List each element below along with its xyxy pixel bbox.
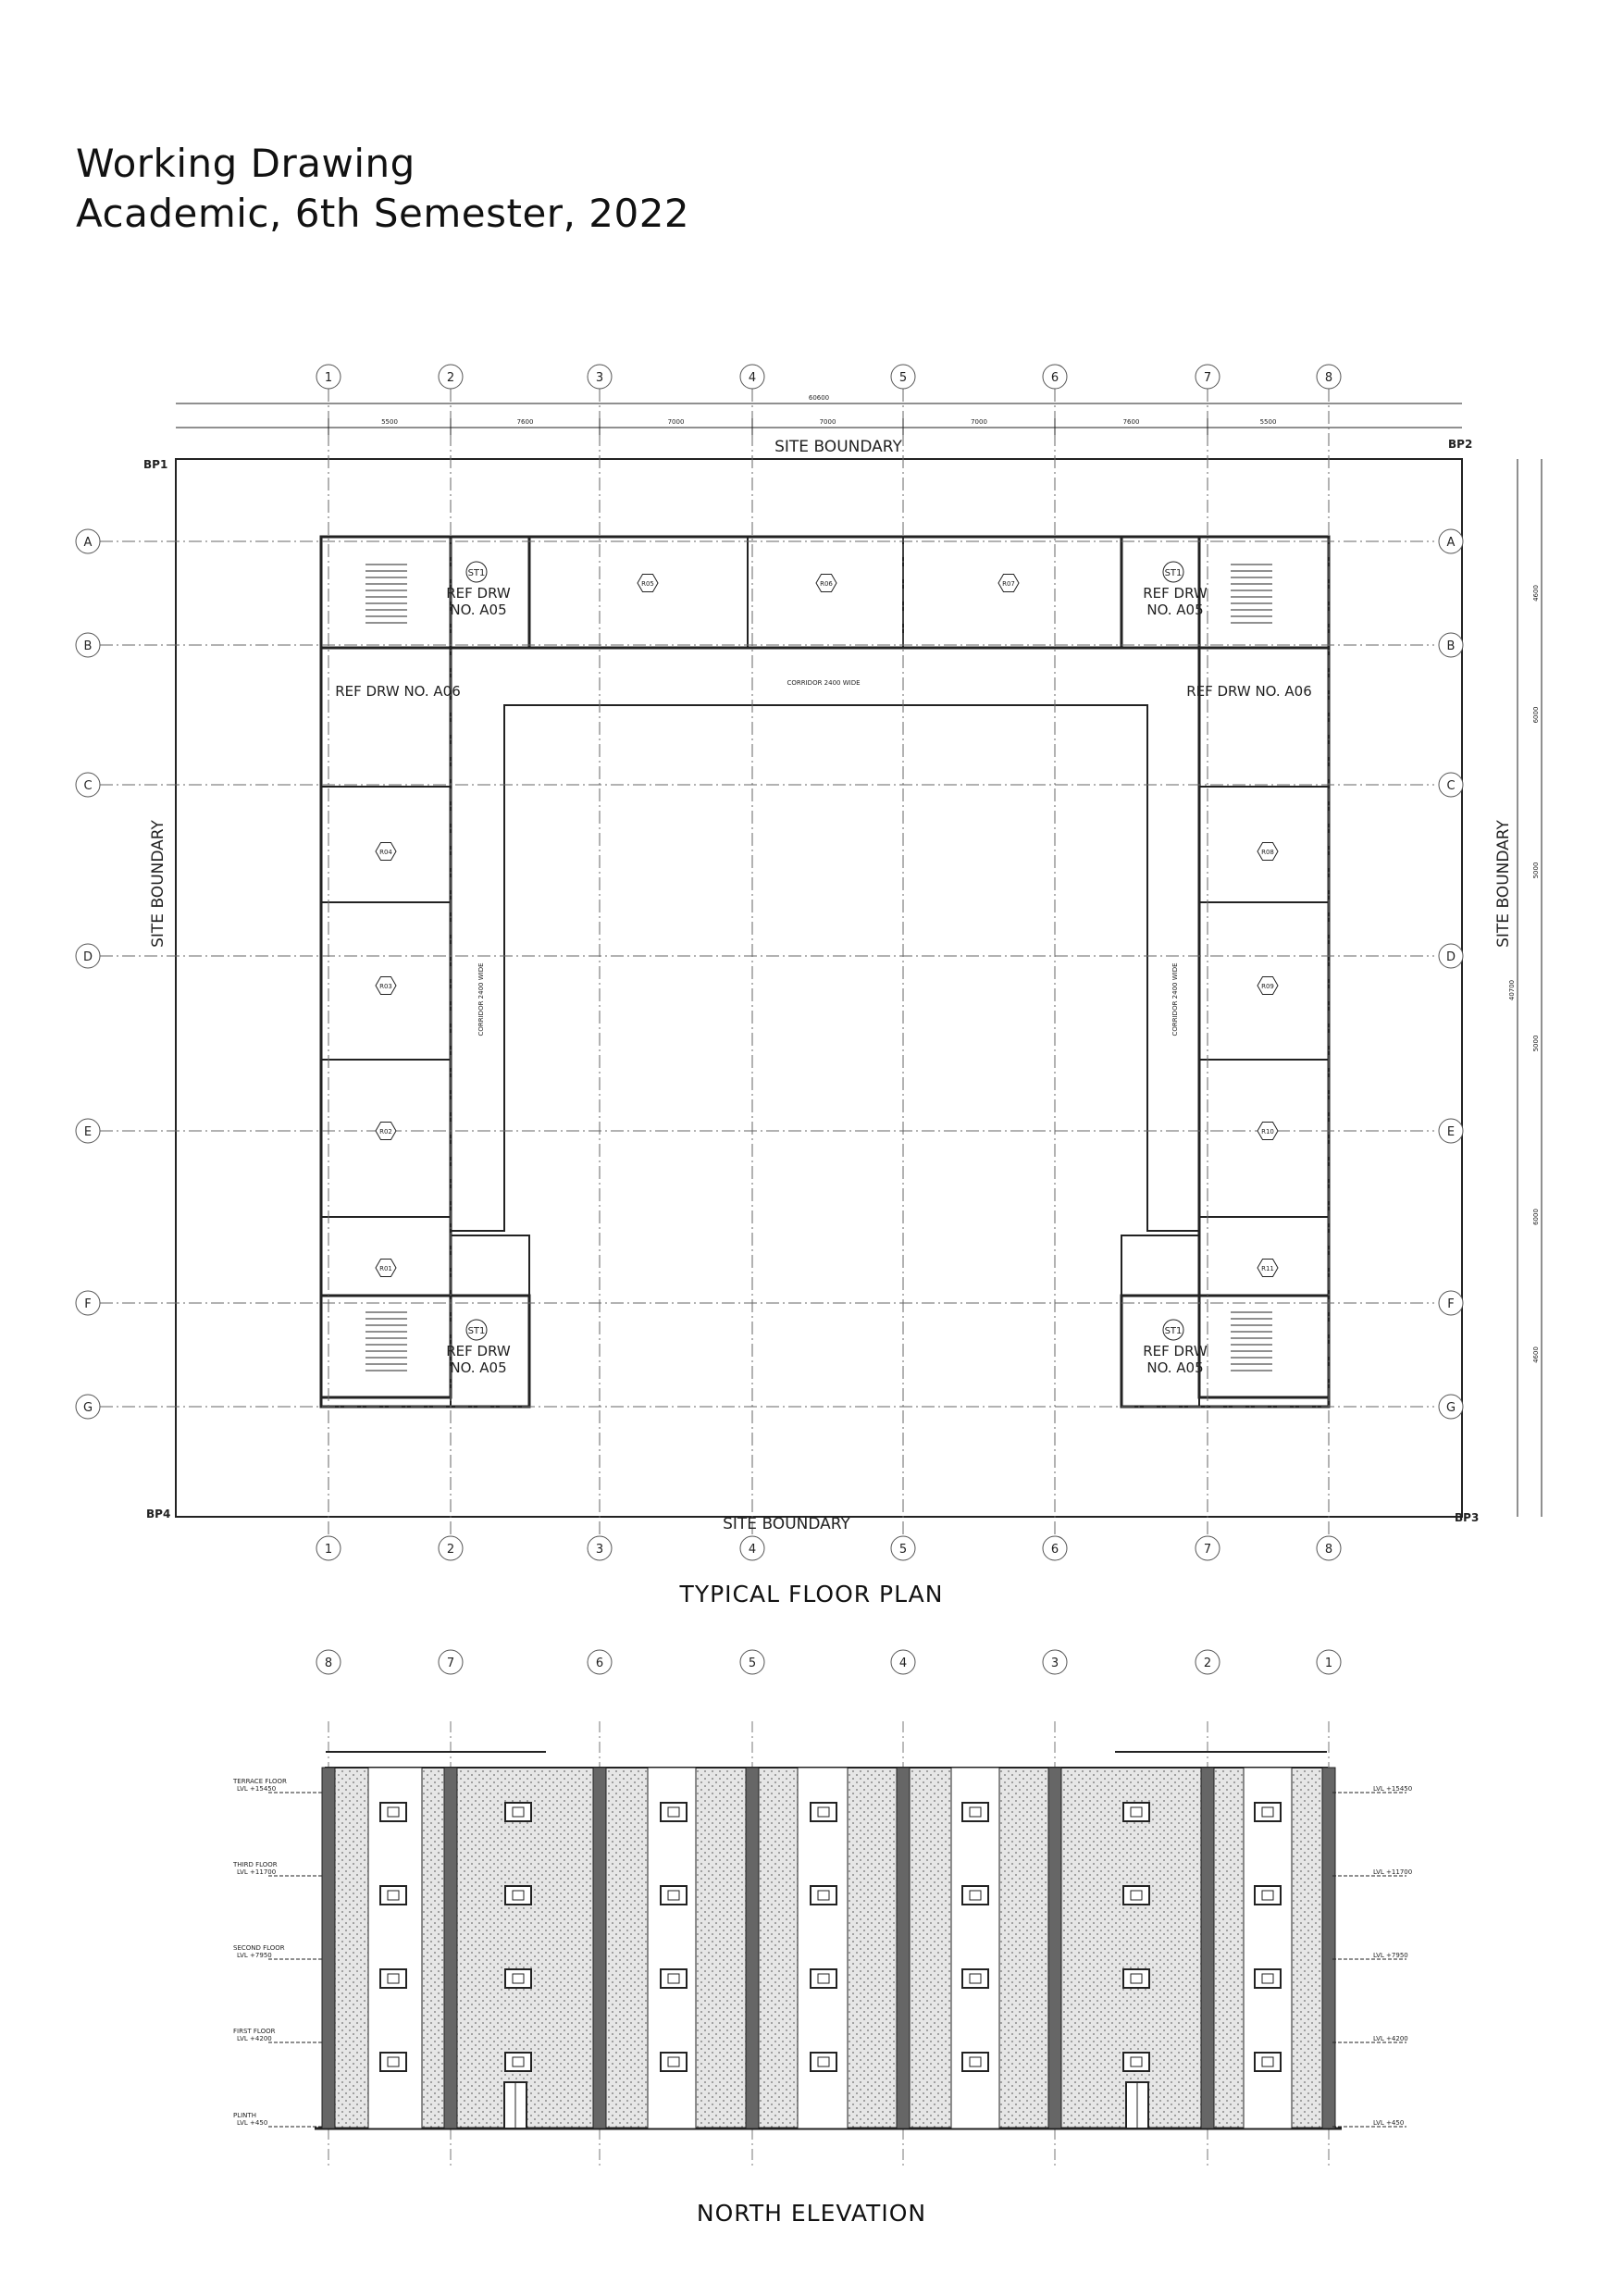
grid-row-left-C-label: C: [83, 779, 93, 793]
room-label-R11: R11: [1261, 1265, 1274, 1272]
overall-width-dim: 60600: [808, 394, 830, 402]
window: [962, 1886, 988, 1905]
bay-dim-4: 7000: [819, 418, 836, 426]
stair-ref-line: NO. A05: [450, 1359, 507, 1376]
stair-tag-label: ST1: [1164, 1326, 1183, 1336]
room-partitions: [321, 537, 1329, 1217]
grid-col-bottom-6-label: 6: [1050, 1543, 1059, 1557]
elev-grid-col-3-label: 3: [1050, 1657, 1059, 1670]
page-subtitle: Academic, 6th Semester, 2022: [76, 191, 690, 236]
grid-row-left-E-label: E: [83, 1125, 93, 1139]
bay-dim-2: 7600: [516, 418, 534, 426]
grid-col-bottom-8-label: 8: [1324, 1543, 1333, 1557]
window: [962, 1969, 988, 1988]
bay-dim-3: 7000: [667, 418, 685, 426]
pilaster: [593, 1768, 606, 2128]
floor-level-right: LVL +11700: [1373, 1868, 1413, 1876]
window: [1255, 1969, 1281, 1988]
room-label-R01: R01: [379, 1265, 392, 1272]
toilet-ref-2: REF DRW NO. A06: [1186, 683, 1312, 700]
elevation-caption: NORTH ELEVATION: [696, 2200, 927, 2227]
room-label-R07: R07: [1002, 580, 1015, 588]
grid-row-right-A-label: A: [1446, 536, 1456, 550]
room-label-R03: R03: [379, 983, 392, 990]
grid-col-bottom-7-label: 7: [1203, 1543, 1212, 1557]
stair-tag-label: ST1: [467, 1326, 486, 1336]
room-label-R06: R06: [820, 580, 833, 588]
window: [505, 1969, 531, 1988]
grid-row-right-G-label: G: [1445, 1401, 1456, 1415]
room-label-R08: R08: [1261, 849, 1274, 856]
corridor-label-right: CORRIDOR 2400 WIDE: [1171, 962, 1179, 1036]
window: [380, 1886, 406, 1905]
plan-dimensions: [328, 418, 1540, 1363]
room-label-R05: R05: [641, 580, 654, 588]
grid-col-bottom-1-label: 1: [324, 1543, 333, 1557]
window: [661, 1886, 687, 1905]
bay-dim-1: 5500: [381, 418, 398, 426]
plan-grid: [76, 365, 1463, 1560]
grid-row-right-D-label: D: [1445, 950, 1456, 964]
site-boundary-label-bottom: SITE BOUNDARY: [723, 1515, 850, 1533]
room-label-R10: R10: [1261, 1128, 1274, 1136]
window: [661, 2053, 687, 2071]
row-dim-4: 5000: [1532, 1035, 1540, 1052]
row-dim-5: 6000: [1532, 1209, 1540, 1225]
bp1-label: BP1: [143, 458, 168, 471]
elev-grid-col-5-label: 5: [748, 1657, 757, 1670]
grid-col-top-5-label: 5: [898, 371, 908, 385]
grid-col-top-4-label: 4: [748, 371, 757, 385]
site-boundary-label-right: SITE BOUNDARY: [1494, 820, 1513, 948]
stair-ref-line: NO. A05: [1146, 1359, 1204, 1376]
grid-row-left-G-label: G: [82, 1401, 93, 1415]
pilaster: [1201, 1768, 1214, 2128]
grid-row-right-B-label: B: [1446, 639, 1456, 653]
grid-col-top-3-label: 3: [595, 371, 604, 385]
pilaster: [444, 1768, 457, 2128]
stair-ref-line: NO. A05: [450, 602, 507, 618]
floor-name-left: PLINTH: [233, 2112, 256, 2119]
elev-grid-col-8-label: 8: [324, 1657, 333, 1670]
floor-level-right: LVL +7950: [1373, 1952, 1408, 1959]
window: [380, 1803, 406, 1821]
window: [962, 2053, 988, 2071]
window: [1123, 1886, 1149, 1905]
corridor-label-left: CORRIDOR 2400 WIDE: [477, 962, 485, 1036]
row-dim-2: 6000: [1532, 706, 1540, 724]
site-boundary-label-top: SITE BOUNDARY: [774, 438, 902, 456]
window: [380, 2053, 406, 2071]
row-dim-3: 5000: [1532, 862, 1540, 879]
grid-row-left-F-label: F: [84, 1297, 92, 1311]
window: [811, 1803, 836, 1821]
window: [811, 1969, 836, 1988]
room-label-R02: R02: [379, 1128, 392, 1136]
grid-col-bottom-4-label: 4: [748, 1543, 757, 1557]
pilaster: [1322, 1768, 1335, 2128]
stair-ref-line: REF DRW: [446, 1343, 511, 1359]
floor-name-left: FIRST FLOOR: [233, 2028, 276, 2035]
window: [380, 1969, 406, 1988]
window: [1255, 2053, 1281, 2071]
north-elevation: [232, 1752, 1412, 2128]
floor-level-left: LVL +15450: [237, 1785, 277, 1793]
stair-tag-label: ST1: [467, 568, 486, 578]
grid-row-left-D-label: D: [82, 950, 93, 964]
bp4-label: BP4: [146, 1508, 171, 1520]
elev-grid-col-2-label: 2: [1203, 1657, 1212, 1670]
window: [505, 1886, 531, 1905]
window: [505, 1803, 531, 1821]
stair-ref-line: REF DRW: [446, 585, 511, 602]
site-boundary-label-left: SITE BOUNDARY: [149, 820, 167, 948]
window: [505, 2053, 531, 2071]
floor-plan: [176, 403, 1542, 1517]
grid-row-right-F-label: F: [1447, 1297, 1455, 1311]
window: [1255, 1886, 1281, 1905]
floor-level-left: LVL +7950: [237, 1952, 272, 1959]
floor-name-left: SECOND FLOOR: [233, 1944, 285, 1952]
corridor-label-top: CORRIDOR 2400 WIDE: [787, 679, 861, 687]
bay-dim-6: 7600: [1122, 418, 1140, 426]
grid-col-top-7-label: 7: [1203, 371, 1212, 385]
bp2-label: BP2: [1448, 438, 1473, 451]
floor-level-left: LVL +11700: [237, 1868, 277, 1876]
grid-col-bottom-5-label: 5: [898, 1543, 908, 1557]
floor-level-left: LVL +4200: [237, 2035, 272, 2042]
window: [1123, 2053, 1149, 2071]
pilaster: [322, 1768, 335, 2128]
floor-name-left: THIRD FLOOR: [233, 1861, 278, 1868]
row-dim-6: 4600: [1532, 1347, 1540, 1363]
plan-labels: [143, 394, 1516, 1533]
room-label-R09: R09: [1261, 983, 1274, 990]
window: [661, 1803, 687, 1821]
grid-col-top-2-label: 2: [446, 371, 455, 385]
window: [661, 1969, 687, 1988]
stair-tag-label: ST1: [1164, 568, 1183, 578]
plan-caption: TYPICAL FLOOR PLAN: [679, 1581, 944, 1607]
pilaster: [1048, 1768, 1061, 2128]
elev-grid-col-6-label: 6: [595, 1657, 604, 1670]
window: [1255, 1803, 1281, 1821]
toilet-ref-1: REF DRW NO. A06: [335, 683, 461, 700]
window: [962, 1803, 988, 1821]
stair-ref-line: REF DRW: [1143, 585, 1208, 602]
floor-level-right: LVL +450: [1373, 2119, 1405, 2127]
grid-row-left-B-label: B: [83, 639, 93, 653]
window: [811, 1886, 836, 1905]
row-dim-1: 4600: [1532, 585, 1540, 602]
bay-dim-5: 7000: [971, 418, 987, 426]
grid-row-left-A-label: A: [83, 536, 93, 550]
overall-depth-dim: 40700: [1508, 979, 1516, 1001]
room-label-R04: R04: [379, 849, 392, 856]
grid-col-bottom-3-label: 3: [595, 1543, 604, 1557]
floor-level-right: LVL +4200: [1373, 2035, 1408, 2042]
window: [1123, 1803, 1149, 1821]
grid-col-top-8-label: 8: [1324, 371, 1333, 385]
grid-col-top-1-label: 1: [324, 371, 333, 385]
window: [811, 2053, 836, 2071]
pilaster: [746, 1768, 759, 2128]
grid-col-top-6-label: 6: [1050, 371, 1059, 385]
grid-row-right-C-label: C: [1446, 779, 1456, 793]
floor-level-left: LVL +450: [237, 2119, 268, 2127]
bay-dim-7: 5500: [1259, 418, 1277, 426]
elev-grid-col-4-label: 4: [898, 1657, 908, 1670]
pilaster: [897, 1768, 910, 2128]
floor-name-left: TERRACE FLOOR: [233, 1778, 287, 1785]
page-title: Working Drawing: [76, 141, 415, 186]
grid-row-right-E-label: E: [1446, 1125, 1456, 1139]
elev-grid-col-1-label: 1: [1324, 1657, 1333, 1670]
grid-col-bottom-2-label: 2: [446, 1543, 455, 1557]
stair-ref-line: NO. A05: [1146, 602, 1204, 618]
elev-grid-col-7-label: 7: [446, 1657, 455, 1670]
stair-ref-line: REF DRW: [1143, 1343, 1208, 1359]
bp3-label: BP3: [1455, 1511, 1480, 1524]
window: [1123, 1969, 1149, 1988]
floor-level-right: LVL +15450: [1373, 1785, 1413, 1793]
